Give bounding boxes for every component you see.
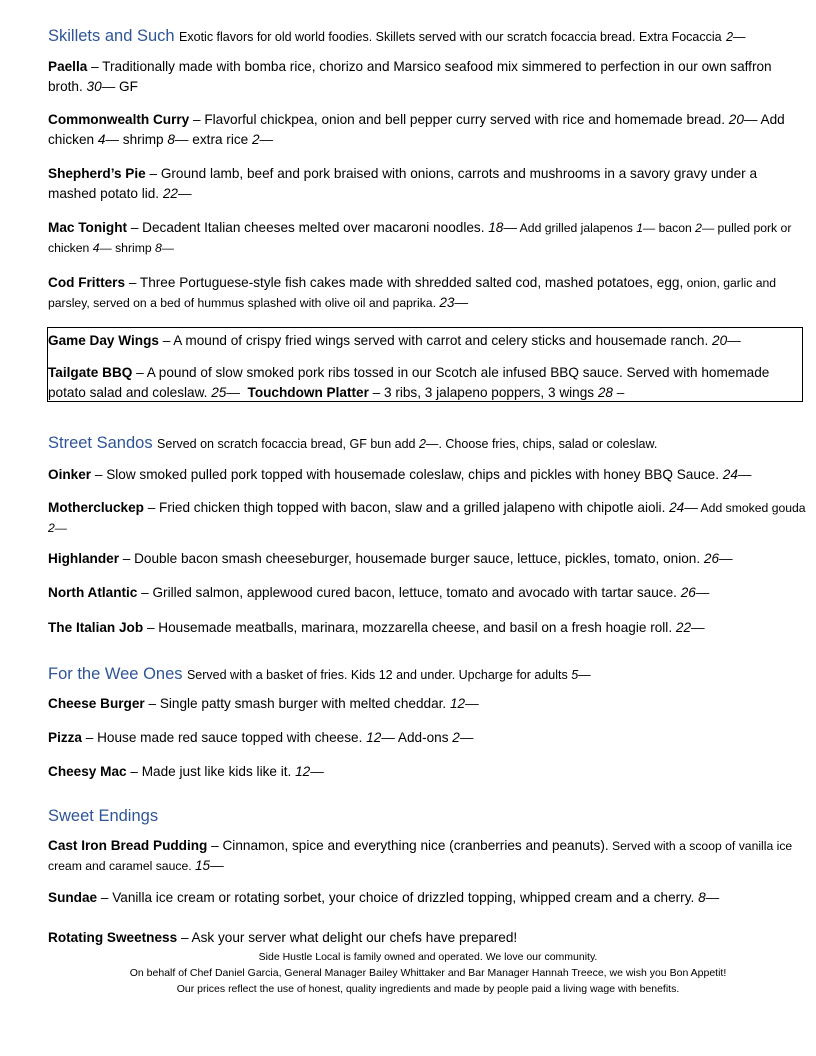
item-description-small: onion, garlic and parsley, served on a bed of hummus splashed with olive oil and paprika.: [48, 276, 777, 310]
addon-price: 2—: [48, 521, 67, 535]
item-addon: extra rice: [188, 132, 252, 147]
menu-item-cheese-burger: [48, 694, 806, 714]
section-title: Skillets and Such: [48, 27, 175, 45]
item-description: – Slow smoked pulled pork topped with housemade coleslaw, chips and pickles with honey BBQ Sauce.: [91, 467, 723, 482]
addon-price: 2—: [452, 730, 474, 745]
item-tag: GF: [115, 79, 138, 94]
section-header-sweet-endings: [48, 807, 158, 826]
item-description: – Decadent Italian cheeses melted over macaroni noodles.: [127, 220, 489, 235]
section-note-price: 5—: [571, 668, 591, 682]
menu-item-highlander: [48, 549, 806, 569]
item-name: Cod Fritters: [48, 275, 126, 290]
item-description-small: Served with a scoop of vanilla ice cream and caramel sauce.: [48, 839, 793, 873]
menu-item-paella: [48, 57, 806, 97]
item-price: 24—: [669, 500, 698, 515]
item-name: Paella: [48, 59, 88, 74]
item-name: The Italian Job: [48, 620, 144, 635]
section-note: Served on scratch focaccia bread, GF bun add: [157, 437, 419, 451]
menu-item-the-italian-job: [48, 618, 806, 638]
item-name: Cast Iron Bread Pudding: [48, 838, 208, 853]
menu-item-oinker: [48, 465, 806, 485]
item-price: 12—: [295, 764, 324, 779]
addon-price: 8—: [167, 132, 189, 147]
item-addon: Add chicken: [48, 112, 785, 147]
item-addon: Add smoked gouda: [697, 501, 806, 515]
item-description: – Vanilla ice cream or rotating sorbet, your choice of drizzled topping, whipped cream and a cherry.: [97, 890, 699, 905]
item-price: 8—: [698, 890, 720, 905]
item-description: – Three Portuguese-style fish cakes made with shredded salted cod, mashed potatoes, egg,: [125, 275, 684, 290]
menu-item-commonwealth-curry: [48, 110, 806, 150]
item-addon: pulled pork or chicken: [48, 221, 792, 255]
section-title: For the Wee Ones: [48, 665, 183, 683]
item-description: – Flavorful chickpea, onion and bell pepper curry served with rice and homemade bread.: [189, 112, 729, 127]
item-name: Pizza: [48, 730, 82, 745]
item-addon: Add grilled jalapenos: [516, 221, 637, 235]
item-description: – House made red sauce topped with cheese.: [82, 730, 367, 745]
menu-item-north-atlantic: [48, 583, 806, 603]
item-description: – Cinnamon, spice and everything nice (cranberries and peanuts).: [207, 838, 609, 853]
section-header-sandos: [48, 434, 657, 453]
item-addon: bacon: [655, 221, 696, 235]
item-name: Shepherd’s Pie: [48, 166, 146, 181]
item-price: 22—: [162, 186, 192, 201]
menu-item-cod-fritters: [48, 273, 806, 313]
item-description: – A mound of crispy fried wings served with carrot and celery sticks and housemade ranch.: [158, 333, 713, 348]
item-name: North Atlantic: [48, 585, 138, 600]
item-name: Rotating Sweetness: [48, 930, 178, 945]
item-addon: shrimp: [119, 132, 168, 147]
menu-item-tailgate-bbq: [48, 363, 806, 403]
section-note: Served with a basket of fries. Kids 12 and under. Upcharge for adults: [186, 668, 572, 682]
item-name: Mac Tonight: [48, 220, 128, 235]
item-description: – Housemade meatballs, marinara, mozzarella cheese, and basil on a fresh hoagie roll.: [143, 620, 676, 635]
menu-item-mothercluckер: [48, 498, 806, 538]
item-description: – Single patty smash burger with melted cheddar.: [144, 696, 450, 711]
section-title: Street Sandos: [48, 434, 153, 452]
item-name: Cheesy Mac: [48, 764, 127, 779]
item-name: Oinker: [48, 467, 92, 482]
addon-price: 2—: [695, 221, 715, 235]
section-header-skillets: [48, 27, 746, 46]
footer-line: Side Hustle Local is family owned and operated. We love our community.: [258, 951, 598, 963]
menu-item-pizza: [48, 728, 806, 748]
addon-price: 1—: [636, 221, 656, 235]
section-note-price: 2—: [418, 437, 439, 451]
addon-price: 2—: [252, 132, 274, 147]
item-description: – Traditionally made with bomba rice, chorizo and Marsico seafood mix simmered to perfection in our own saffron broth.: [48, 59, 772, 94]
menu-item-shepherds-pie: [48, 164, 806, 204]
item-name: Game Day Wings: [48, 333, 159, 348]
item-name: Mothercluckер: [48, 500, 144, 515]
item-description: – Ground lamb, beef and pork braised with onions, carrots and mushrooms in a savory gravy under a mashed potato lid.: [48, 166, 757, 201]
menu-item-cheesy-mac: [48, 762, 806, 782]
item-price: 26—: [703, 551, 733, 566]
addon-price: 4—: [97, 132, 120, 147]
footer-line: On behalf of Chef Daniel Garcia, General Manager Bailey Whittaker and Bar Manager Hannah Treece, we wish you Bon Appetit!: [129, 967, 727, 979]
item-addon: shrimp: [111, 241, 156, 255]
item-price: 20—: [712, 333, 741, 348]
menu-item-rotating-sweetness: [48, 928, 806, 948]
item-price: 23—: [439, 295, 469, 310]
item-price: 22—: [675, 620, 705, 635]
item-description: – A pound of slow smoked pork ribs tossed in our Scotch ale infused BBQ sauce. Served with homemade potato salad and coleslaw.: [48, 365, 770, 400]
section-note-tail: . Choose fries, chips, salad or coleslaw.: [438, 437, 658, 451]
section-header-wee-ones: [48, 665, 591, 684]
footer: [48, 949, 808, 997]
item-description: – Fried chicken thigh topped with bacon, slaw and a grilled jalapeno with chipotle aioli.: [143, 500, 670, 515]
item-price: 12—: [366, 730, 395, 745]
item-name: Tailgate BBQ: [48, 365, 133, 380]
addon-price: 8—: [155, 241, 174, 255]
item-description: – Double bacon smash cheeseburger, housemade burger sauce, lettuce, pickles, tomato, onion.: [119, 551, 704, 566]
section-title: Sweet Endings: [48, 807, 159, 825]
item-name: Commonwealth Curry: [48, 112, 190, 127]
item-name: Sundae: [48, 890, 98, 905]
addon-price: 4—: [92, 241, 112, 255]
footer-line: Our prices reflect the use of honest, quality ingredients and made by people paid a living wage with benefits.: [176, 983, 680, 995]
item-price: 12—: [449, 696, 479, 711]
menu-item-sundae: [48, 888, 806, 908]
item-addon: Add-ons: [394, 730, 453, 745]
menu-item-mac-tonight: [48, 218, 806, 258]
item-price: 30—: [86, 79, 116, 94]
item-price: 26—: [680, 585, 710, 600]
item-description: – 3 ribs, 3 jalapeno poppers, 3 wings: [368, 385, 598, 400]
section-note-price: 2—: [726, 30, 746, 44]
item-name-touchdown-platter: Touchdown Platter: [247, 385, 369, 400]
item-price: 18—: [488, 220, 517, 235]
menu-item-cast-iron-bread-pudding: [48, 836, 806, 876]
item-name: Highlander: [48, 551, 119, 566]
item-price: 25—: [211, 385, 240, 400]
section-note: Exotic flavors for old world foodies. Skillets served with our scratch focaccia bread. Extra Focaccia: [179, 30, 722, 44]
item-description: – Grilled salmon, applewood cured bacon, lettuce, tomato and avocado with tartar sauce.: [137, 585, 681, 600]
item-name: Cheese Burger: [48, 696, 145, 711]
item-price: 20—: [728, 112, 758, 127]
item-price: 15—: [195, 858, 224, 873]
item-description: – Made just like kids like it.: [126, 764, 296, 779]
item-price: 28 –: [597, 385, 625, 400]
item-price: 24—: [722, 467, 752, 482]
menu-item-game-day-wings: [48, 331, 806, 351]
item-description: – Ask your server what delight our chefs have prepared!: [177, 930, 518, 945]
